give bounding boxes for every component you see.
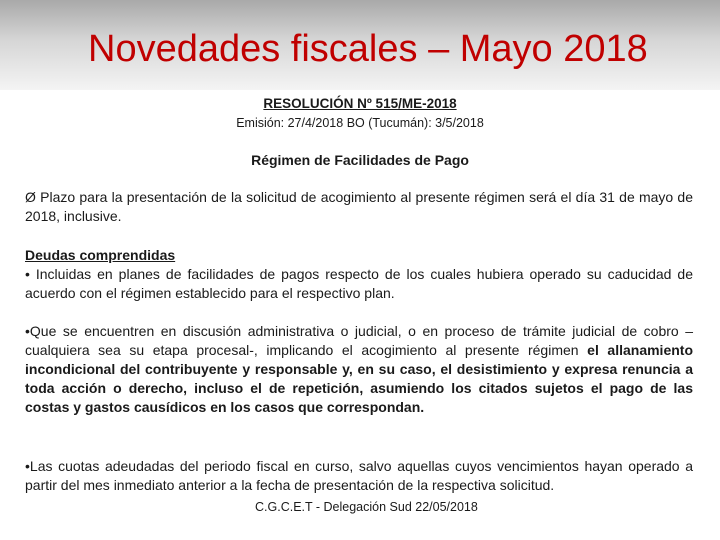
emission-date: Emisión: 27/4/2018 BO (Tucumán): 3/5/2018 bbox=[236, 116, 484, 130]
page-title: Novedades fiscales – Mayo 2018 bbox=[88, 28, 648, 70]
debts-bullet-2-bold: el allanamiento incondicional del contribuyente y responsable y, en su caso, el desistimiento y expresa renuncia a toda acción o derecho, incluso el de repetición, asumiendo los citados sujetos el pago de las costas y gastos causídicos en los casos que correspondan. bbox=[25, 342, 693, 415]
resolution-title: RESOLUCIÓN Nº 515/ME-2018 bbox=[263, 96, 457, 111]
debts-bullet-1: • Incluidas en planes de facilidades de pagos respecto de los cuales hubiera operado su caducidad de acuerdo con el régimen establecido para el respectivo plan. bbox=[25, 266, 693, 301]
debts-bullet-3: •Las cuotas adeudadas del periodo fiscal en curso, salvo aquellas cuyos vencimientos hayan operado a partir del mes inmediato anterior a la fecha de presentación de la respectiva solicitud. bbox=[25, 458, 693, 493]
arrow-bullet-icon: Ø bbox=[25, 189, 36, 205]
header-banner bbox=[0, 0, 720, 90]
debts-bullet-2-text: •Que se encuentren en discusión administrativa o judicial, o en proceso de trámite judicial de cobro –cualquiera sea su etapa procesal-, implicando el acogimiento al presente régimen bbox=[25, 323, 693, 358]
footer-credit: C.G.C.E.T - Delegación Sud 22/05/2018 bbox=[255, 500, 478, 514]
debts-heading: Deudas comprendidas bbox=[25, 247, 176, 263]
deadline-text: Plazo para la presentación de la solicitud de acogimiento al presente régimen será el día 31 de mayo de 2018, inclusive. bbox=[25, 189, 693, 224]
section-title: Régimen de Facilidades de Pago bbox=[251, 152, 469, 168]
deadline-paragraph bbox=[25, 188, 693, 226]
debts-bullet-2 bbox=[25, 322, 693, 417]
